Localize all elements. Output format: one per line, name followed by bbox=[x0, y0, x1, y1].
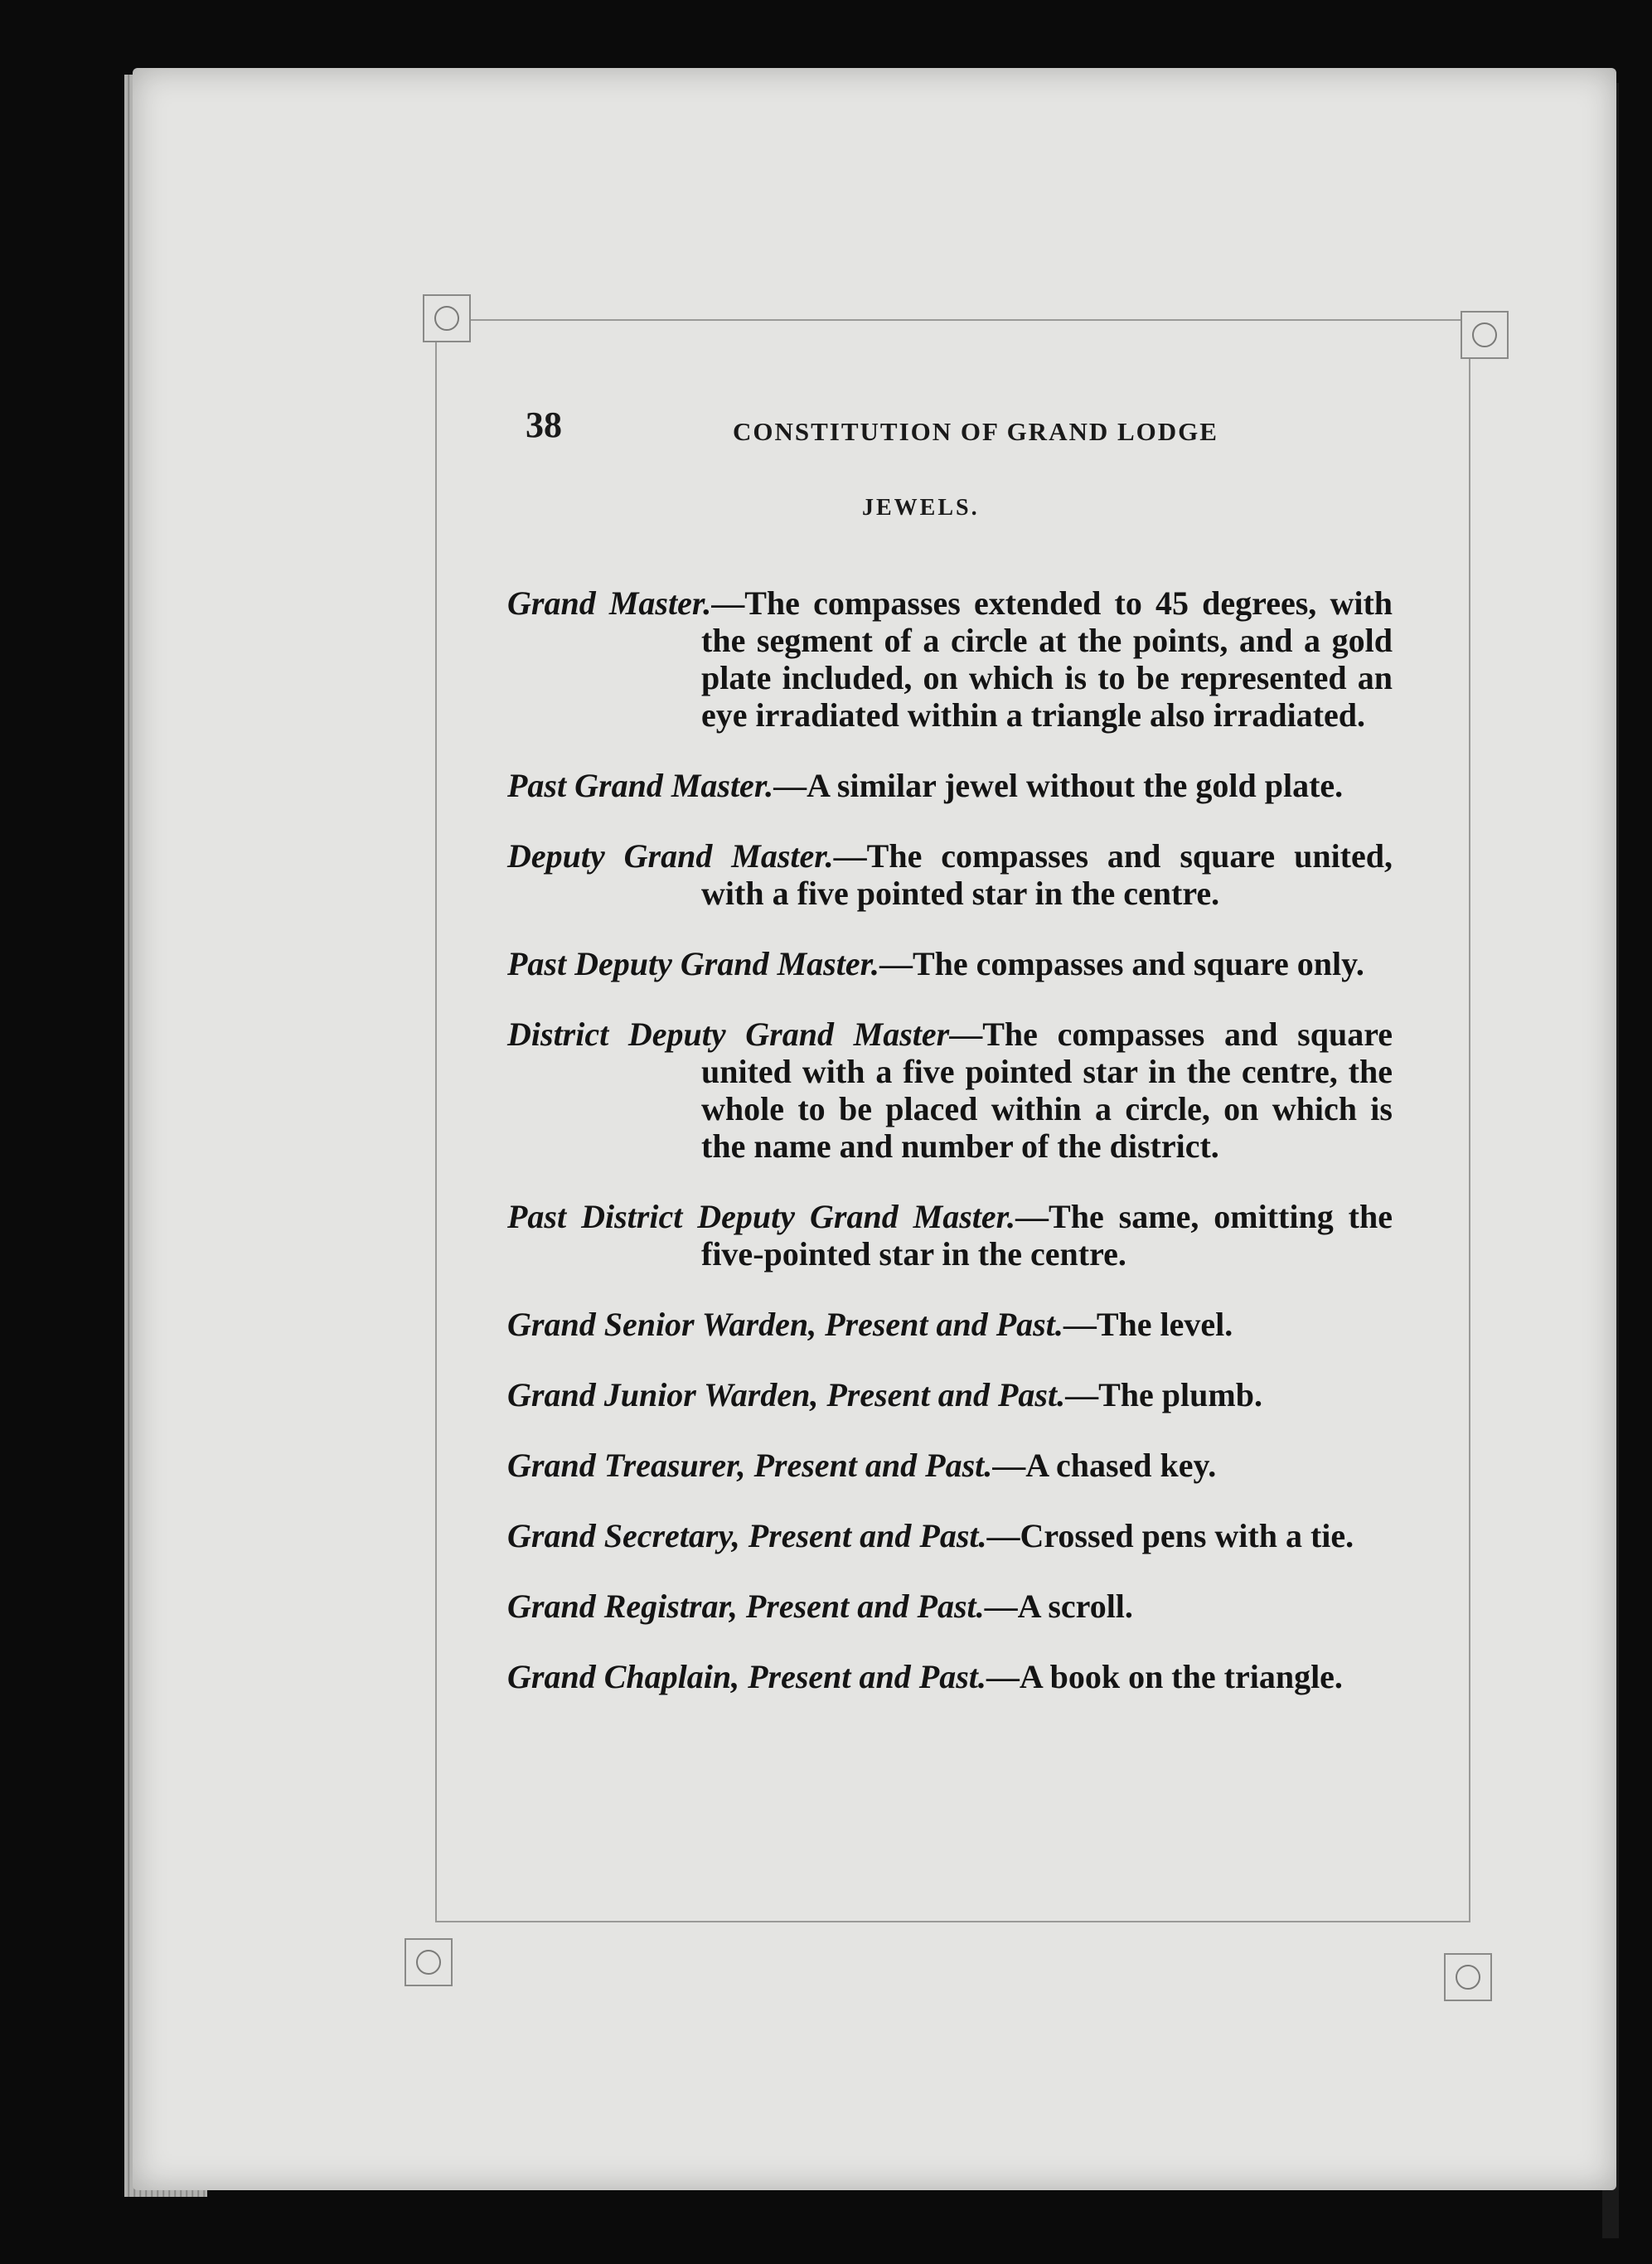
entry-title: Grand Chaplain, Present and Past. bbox=[507, 1658, 986, 1695]
entry-title: Past District Deputy Grand Master. bbox=[507, 1198, 1016, 1235]
corner-ornament-bottom-right bbox=[1444, 1953, 1492, 2001]
entry-title: Grand Registrar, Present and Past. bbox=[507, 1588, 985, 1625]
entry-description: —The compasses and square united with a five pointed star in the centre, the whole to be placed within a circle, on which is the name and number of the district. bbox=[701, 1016, 1393, 1165]
list-item bbox=[507, 1447, 1393, 1484]
entry-description: —The compasses extended to 45 degrees, with the segment of a circle at the points, and a gold plate included, on which is to be represented an eye irradiated within a triangle also irradiated. bbox=[701, 584, 1393, 734]
running-head: CONSTITUTION OF GRAND LODGE bbox=[733, 417, 1218, 446]
list-item bbox=[507, 767, 1393, 804]
entry-description: —The plumb. bbox=[1065, 1376, 1262, 1413]
entry-title: Grand Secretary, Present and Past. bbox=[507, 1517, 987, 1554]
entry-description: —A scroll. bbox=[984, 1588, 1133, 1625]
entry-description: —The compasses and square united, with a five pointed star in the centre. bbox=[701, 837, 1393, 912]
list-item bbox=[507, 1376, 1393, 1413]
entry-description: —A book on the triangle. bbox=[986, 1658, 1343, 1695]
entry-title: Grand Junior Warden, Present and Past. bbox=[507, 1376, 1066, 1413]
entry-description: —The level. bbox=[1063, 1306, 1233, 1343]
list-item bbox=[507, 584, 1393, 734]
corner-ornament-top-left bbox=[423, 294, 471, 342]
entry-title: Deputy Grand Master. bbox=[507, 837, 834, 875]
entry-title: Grand Master. bbox=[507, 584, 712, 622]
entry-title: Grand Senior Warden, Present and Past. bbox=[507, 1306, 1063, 1343]
section-title: JEWELS. bbox=[862, 495, 980, 521]
entry-title: Grand Treasurer, Present and Past. bbox=[507, 1447, 993, 1484]
entry-description: —The same, omitting the five-pointed star in the centre. bbox=[701, 1198, 1393, 1273]
list-item bbox=[507, 1658, 1393, 1695]
list-item bbox=[507, 1588, 1393, 1625]
page-number: 38 bbox=[526, 405, 562, 445]
corner-ornament-bottom-left bbox=[405, 1938, 453, 1986]
list-item bbox=[507, 837, 1393, 912]
jewels-list bbox=[507, 551, 1393, 1707]
list-item bbox=[507, 945, 1393, 982]
entry-title: Past Grand Master. bbox=[507, 767, 774, 804]
list-item bbox=[507, 1016, 1393, 1165]
list-item bbox=[507, 1517, 1393, 1554]
list-item bbox=[507, 1306, 1393, 1343]
entry-title: District Deputy Grand Master bbox=[507, 1016, 950, 1053]
list-item bbox=[507, 1198, 1393, 1273]
entry-description: —The compasses and square only. bbox=[879, 945, 1364, 982]
page-header bbox=[526, 404, 1396, 453]
entry-description: —A chased key. bbox=[992, 1447, 1217, 1484]
entry-description: —A similar jewel without the gold plate. bbox=[773, 767, 1344, 804]
entry-title: Past Deputy Grand Master. bbox=[507, 945, 879, 982]
corner-ornament-top-right bbox=[1461, 311, 1509, 359]
entry-description: —Crossed pens with a tie. bbox=[986, 1517, 1354, 1554]
